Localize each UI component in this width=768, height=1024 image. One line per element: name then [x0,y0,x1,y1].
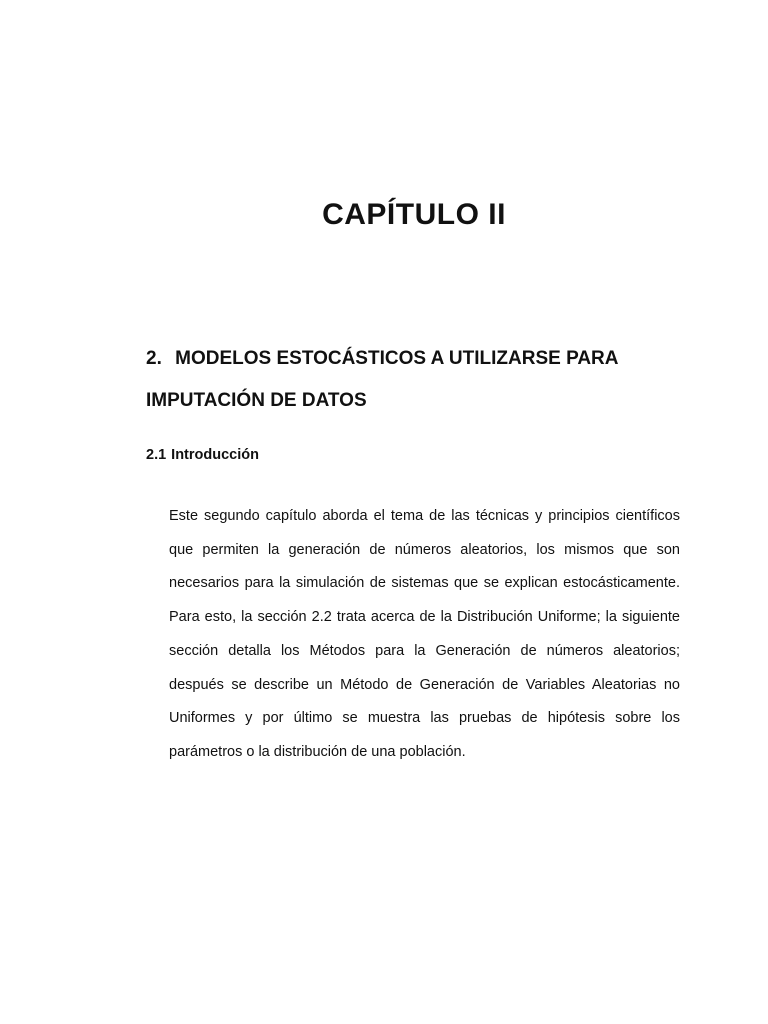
section-heading [146,338,706,422]
subsection-number: 2.1 [146,447,167,463]
section-number: 2. [146,348,162,369]
intro-paragraph: Este segundo capítulo aborda el tema de las técnicas y principios científicos que permiten la generación de números aleatorios, los mismos que son necesarios para la simulación de sistemas que se explican estocásticamente. Para esto, la sección 2.2 trata acerca de la Distribución Uniforme; la siguiente sección detalla los Métodos para la Generación de números aleatorios; después se describe un Método de Generación de Variables Aleatorias no Uniformes y por último se muestra las pruebas de hipótesis sobre los parámetros o la distribución de una población. [169,508,680,760]
section-title-line1: MODELOS ESTOCÁSTICOS A UTILIZARSE PARA [175,348,619,369]
subsection-heading [146,447,259,463]
chapter-title: CAPÍTULO II [322,198,506,231]
subsection-title: Introducción [171,447,259,463]
section-title-line2: IMPUTACIÓN DE DATOS [146,390,367,411]
